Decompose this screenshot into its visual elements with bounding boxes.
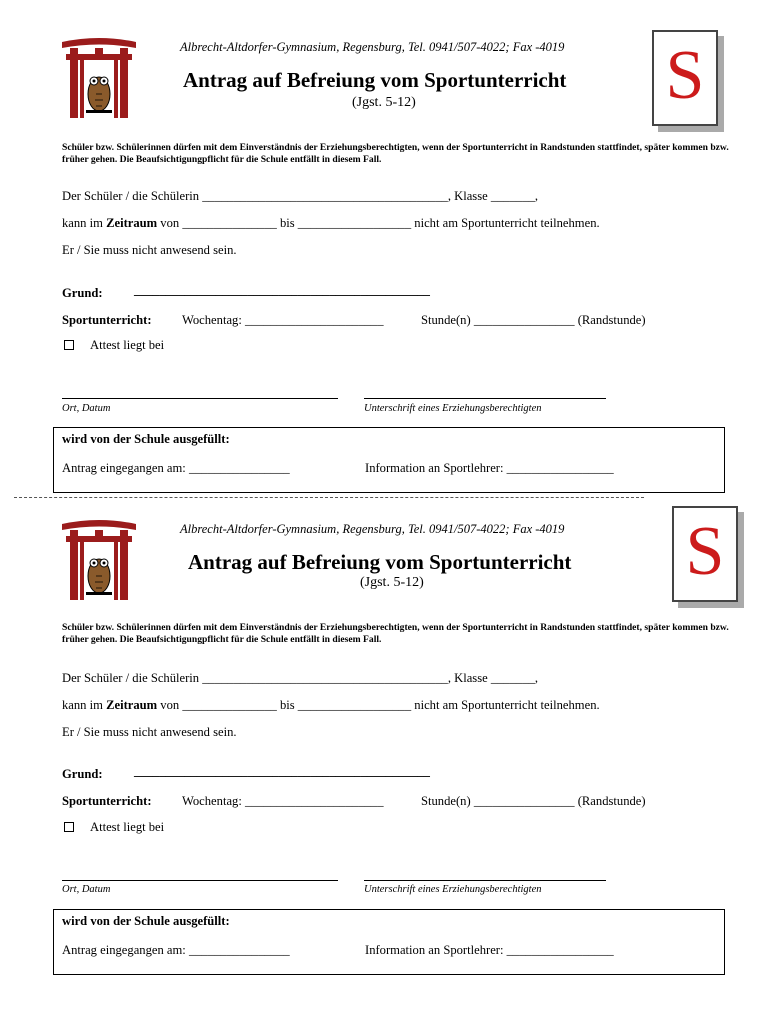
hours-field[interactable]: Stunde(n) ________________ (Randstunde) <box>421 313 646 327</box>
signature-line[interactable] <box>364 398 606 399</box>
presence-note: Er / Sie muss nicht anwesend sein. <box>62 243 237 257</box>
place-date-line[interactable] <box>62 398 338 399</box>
school-logo-icon <box>60 516 138 604</box>
school-header: Albrecht-Altdorfer-Gymnasium, Regensburg, Tel. 0941/507-4022; Fax -4019 <box>180 40 565 54</box>
student-line[interactable]: Der Schüler / die Schülerin _______________________________________, Klasse _______, <box>62 189 539 203</box>
school-logo-icon <box>60 34 138 122</box>
attest-label: Attest liegt bei <box>90 820 165 834</box>
period-line[interactable]: kann im Zeitraum von _______________ bis __________________ nicht am Sportunterricht teilnehmen. <box>62 216 600 230</box>
sport-label: Sportunterricht: <box>62 794 152 808</box>
sport-badge <box>672 506 738 602</box>
sport-badge-letter: S <box>665 37 705 114</box>
school-use-box <box>53 909 725 975</box>
place-date-label: Ort, Datum <box>62 884 111 895</box>
teacher-info-field[interactable]: Information an Sportlehrer: _________________ <box>365 943 614 957</box>
form-subtitle: (Jgst. 5-12) <box>360 575 424 590</box>
hours-field[interactable]: Stunde(n) ________________ (Randstunde) <box>421 794 646 808</box>
attest-label: Attest liegt bei <box>90 338 165 352</box>
application-form-2 <box>0 482 770 962</box>
received-date-field[interactable]: Antrag eingegangen am: ________________ <box>62 461 290 475</box>
application-form-1 <box>0 0 770 480</box>
form-title: Antrag auf Befreiung vom Sportunterricht <box>188 550 572 574</box>
place-date-label: Ort, Datum <box>62 403 111 414</box>
reason-label: Grund: <box>62 286 103 300</box>
checkbox-icon[interactable] <box>64 822 74 832</box>
guardian-signature-label: Unterschrift eines Erziehungsberechtigten <box>364 403 542 414</box>
sport-label: Sportunterricht: <box>62 313 152 327</box>
period-line[interactable]: kann im Zeitraum von _______________ bis __________________ nicht am Sportunterricht teilnehmen. <box>62 698 600 712</box>
reason-field[interactable]: _______________________________________________ <box>134 283 430 297</box>
reason-field[interactable]: _______________________________________________ <box>134 764 430 778</box>
place-date-line[interactable] <box>62 880 338 881</box>
signature-line[interactable] <box>364 880 606 881</box>
presence-note: Er / Sie muss nicht anwesend sein. <box>62 725 237 739</box>
received-date-field[interactable]: Antrag eingegangen am: ________________ <box>62 943 290 957</box>
weekday-field[interactable]: Wochentag: ______________________ <box>182 313 384 327</box>
intro-text: Schüler bzw. Schülerinnen dürfen mit dem Einverständnis der Erziehungsberechtigten, wenn der Sportunterricht in Randstunden stattfindet, später kommen bzw. früher gehen. Die Beaufsichtigungpflicht für die Schule entfällt in diesem Fall. <box>62 142 729 165</box>
guardian-signature-label: Unterschrift eines Erziehungsberechtigten <box>364 884 542 895</box>
school-section-title: wird von der Schule ausgefüllt: <box>62 914 230 928</box>
weekday-field[interactable]: Wochentag: ______________________ <box>182 794 384 808</box>
form-subtitle: (Jgst. 5-12) <box>352 95 416 110</box>
form-title: Antrag auf Befreiung vom Sportunterricht <box>183 68 567 92</box>
checkbox-icon[interactable] <box>64 340 74 350</box>
sport-badge <box>652 30 718 126</box>
intro-text: Schüler bzw. Schülerinnen dürfen mit dem Einverständnis der Erziehungsberechtigten, wenn der Sportunterricht in Randstunden stattfindet, später kommen bzw. früher gehen. Die Beaufsichtigungpflicht für die Schule entfällt in diesem Fall. <box>62 622 729 645</box>
school-section-title: wird von der Schule ausgefüllt: <box>62 432 230 446</box>
teacher-info-field[interactable]: Information an Sportlehrer: _________________ <box>365 461 614 475</box>
reason-label: Grund: <box>62 767 103 781</box>
sport-badge-letter: S <box>685 513 725 590</box>
school-header: Albrecht-Altdorfer-Gymnasium, Regensburg, Tel. 0941/507-4022; Fax -4019 <box>180 522 565 536</box>
student-line[interactable]: Der Schüler / die Schülerin _______________________________________, Klasse _______, <box>62 671 539 685</box>
